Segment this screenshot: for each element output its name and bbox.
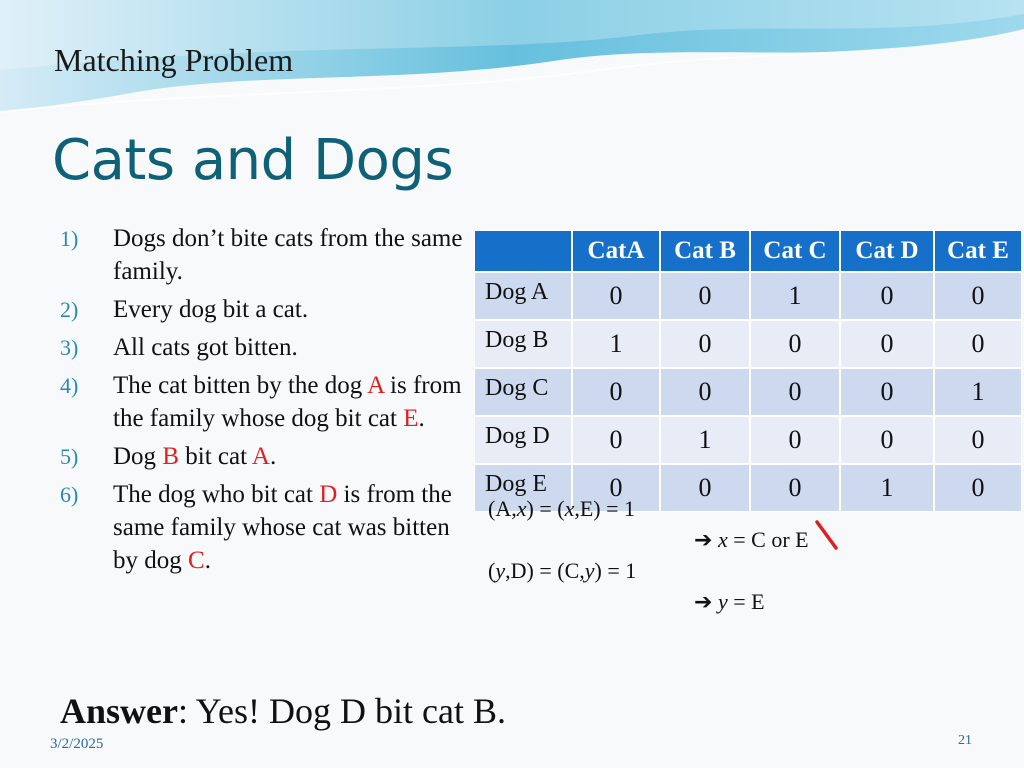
table-row xyxy=(474,416,1022,464)
rule-text: . xyxy=(204,547,211,574)
highlighted-letter: B xyxy=(162,443,179,470)
highlighted-letter: A xyxy=(251,443,270,470)
matrix-cell: 1 xyxy=(572,320,660,368)
matrix-cell: 0 xyxy=(660,464,750,512)
matrix-cell: 0 xyxy=(660,368,750,416)
page-number: 21 xyxy=(958,733,972,748)
answer-line xyxy=(60,690,506,732)
table-header-row xyxy=(474,230,1022,272)
rule-text: Dogs don’t bite cats from the same family. xyxy=(113,225,463,285)
column-header: Cat C xyxy=(750,230,840,272)
matrix-cell: 0 xyxy=(840,368,934,416)
matrix-cell: 0 xyxy=(934,320,1022,368)
matrix-cell: 0 xyxy=(934,464,1022,512)
highlighted-letter: C xyxy=(188,547,205,574)
column-header: CatA xyxy=(572,230,660,272)
row-header: Dog B xyxy=(474,320,572,368)
rule-text: The cat bitten by the dog xyxy=(113,372,368,399)
rule-item xyxy=(60,478,465,577)
matrix-cell: 0 xyxy=(934,416,1022,464)
matrix-cell: 0 xyxy=(934,272,1022,320)
matrix-cell: 0 xyxy=(750,464,840,512)
table-row xyxy=(474,320,1022,368)
rule-number: 1) xyxy=(60,226,79,251)
matrix-cell: 0 xyxy=(750,416,840,464)
equation-y-d: (y,D) = (C,y) = 1 xyxy=(488,558,637,583)
row-header: Dog A xyxy=(474,272,572,320)
rule-item xyxy=(60,369,465,435)
highlighted-letter: D xyxy=(319,481,338,508)
matrix-cell: 0 xyxy=(840,272,934,320)
matrix-cell: 1 xyxy=(750,272,840,320)
rule-text: The dog who bit cat xyxy=(113,481,320,508)
highlighted-letter: A xyxy=(367,372,384,399)
slide-title: Cats and Dogs xyxy=(52,128,454,193)
rule-item xyxy=(60,331,465,364)
matrix-cell: 0 xyxy=(750,320,840,368)
footer-date: 3/2/2025 xyxy=(50,736,104,752)
rule-text: . xyxy=(269,443,277,470)
highlighted-letter: E xyxy=(403,405,419,432)
matrix-cell: 0 xyxy=(840,416,934,464)
matrix-cell: 0 xyxy=(572,368,660,416)
rule-text: . xyxy=(418,405,425,432)
rule-text: All cats got bitten. xyxy=(113,334,298,361)
matrix-cell: 1 xyxy=(934,368,1022,416)
strikethrough-mark xyxy=(814,519,840,551)
rule-number: 4) xyxy=(60,373,79,398)
table-row xyxy=(474,368,1022,416)
rule-text: Dog xyxy=(113,443,163,470)
matrix-cell: 0 xyxy=(840,320,934,368)
answer-label: Answer xyxy=(60,691,178,731)
row-header: Dog D xyxy=(474,416,572,464)
row-header: Dog C xyxy=(474,368,572,416)
rule-text: bit cat xyxy=(179,443,252,470)
row-header: Dog E xyxy=(474,464,572,512)
rule-text: Every dog bit a cat. xyxy=(113,296,309,323)
matrix-cell: 0 xyxy=(660,320,750,368)
answer-text: : Yes! Dog D bit cat B. xyxy=(177,691,506,731)
column-header: Cat E xyxy=(934,230,1022,272)
arrow-right-icon: ➔ xyxy=(694,528,713,553)
result-y-text: y = E xyxy=(717,589,765,614)
rule-number: 5) xyxy=(60,444,79,469)
matrix-cell: 1 xyxy=(660,416,750,464)
matrix-cell: 1 xyxy=(840,464,934,512)
rule-text: is from the family whose dog bit cat xyxy=(113,372,462,432)
table-row xyxy=(474,272,1022,320)
rule-number: 6) xyxy=(60,482,79,507)
matrix-cell: 0 xyxy=(572,416,660,464)
rule-item xyxy=(60,222,465,288)
matrix-cell: 0 xyxy=(572,464,660,512)
rule-item xyxy=(60,293,465,326)
equation-a-x: (A,x) = (x,E) = 1 xyxy=(488,496,636,521)
rule-item xyxy=(60,440,465,473)
matrix-cell: 0 xyxy=(750,368,840,416)
arrow-right-icon: ➔ xyxy=(694,590,713,615)
matrix-cell: 0 xyxy=(660,272,750,320)
bite-matrix-table xyxy=(474,230,1022,512)
rule-text: is from the same family whose cat was bitten by dog xyxy=(113,481,452,574)
result-x xyxy=(694,527,809,553)
result-x-text: x = C or E xyxy=(717,527,809,552)
rules-list xyxy=(60,222,465,582)
matrix-cell: 0 xyxy=(572,272,660,320)
rule-number: 3) xyxy=(60,335,79,360)
table-corner-cell xyxy=(474,230,572,272)
rule-number: 2) xyxy=(60,297,79,322)
column-header: Cat D xyxy=(840,230,934,272)
column-header: Cat B xyxy=(660,230,750,272)
slide-subtitle: Matching Problem xyxy=(54,42,294,78)
result-y xyxy=(694,589,765,615)
